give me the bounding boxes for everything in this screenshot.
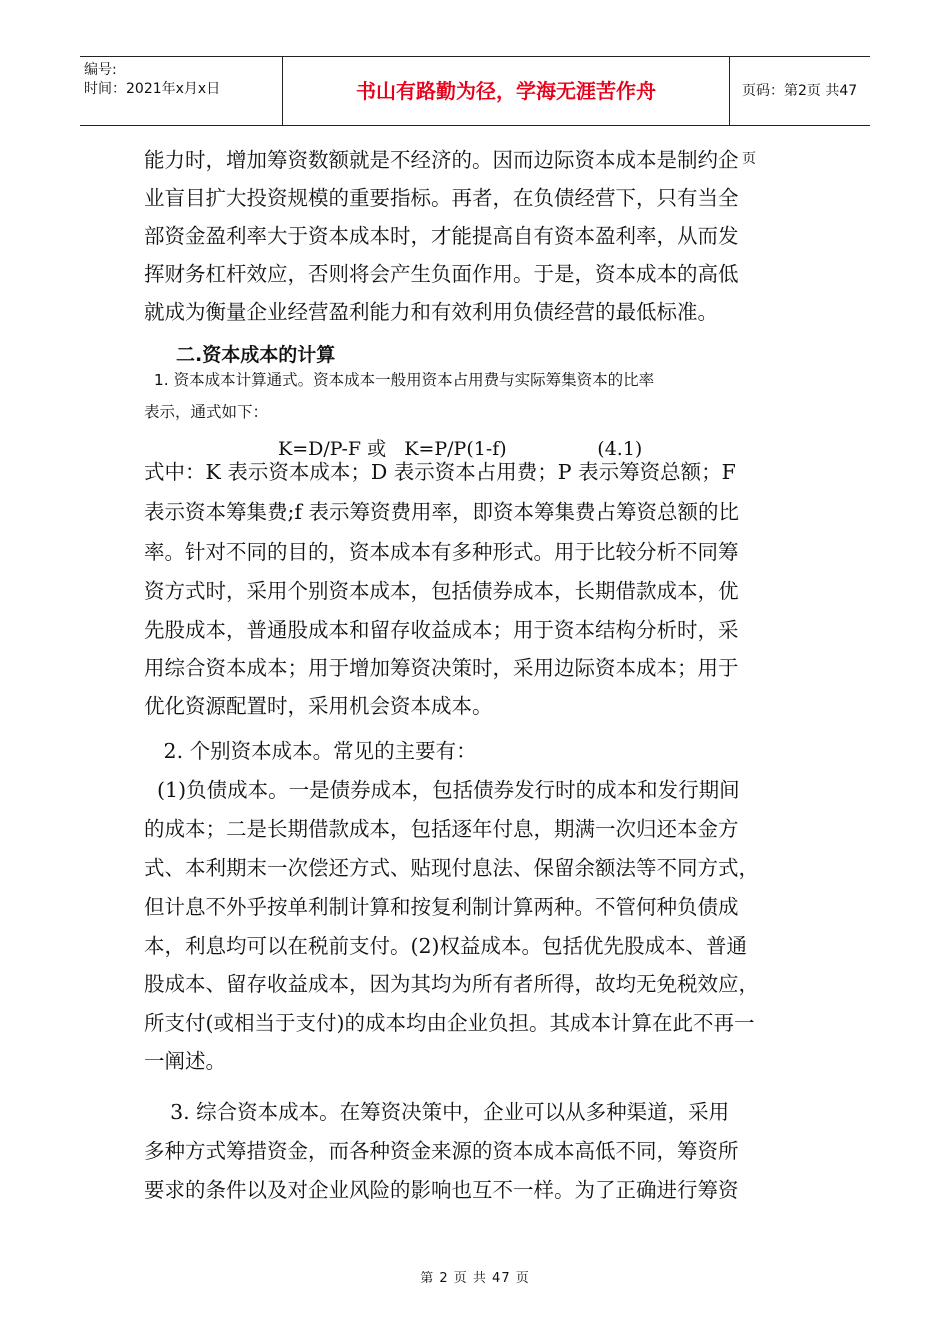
body-line: 用综合资本成本；用于增加筹资决策时，采用边际资本成本；用于 xyxy=(144,656,739,680)
body-line: 就成为衡量企业经营盈利能力和有效利用负债经营的最低标准。 xyxy=(144,300,718,324)
page-footer: 第 2 页 共 47 页 xyxy=(420,1271,530,1286)
calc-intro-line: 表示，通式如下： xyxy=(144,403,269,421)
body-line: 本，利息均可以在税前支付。(2)权益成本。包括优先股成本、普通 xyxy=(144,934,748,958)
body-line: 率。针对不同的目的，资本成本有多种形式。用于比较分析不同筹 xyxy=(144,540,739,564)
body-line: 2. 个别资本成本。常见的主要有： xyxy=(144,739,477,763)
body-line: 股成本、留存收益成本，因为其均为所有者所得，故均无免税效应， xyxy=(144,972,759,996)
body-line: 多种方式筹措资金，而各种资金来源的资本成本高低不同，筹资所 xyxy=(144,1139,739,1163)
body-line: 一阐述。 xyxy=(144,1049,226,1073)
document-number-label: 编号: xyxy=(84,62,117,78)
body-line: 式、本利期末一次偿还方式、贴现付息法、保留余额法等不同方式， xyxy=(144,856,759,880)
header-divider xyxy=(729,57,730,125)
body-line: 表示资本筹集费;f 表示筹资费用率，即资本筹集费占筹资总额的比 xyxy=(144,500,740,524)
body-line: 优化资源配置时，采用机会资本成本。 xyxy=(144,694,493,718)
header-meta xyxy=(84,61,220,99)
body-line: 挥财务杠杆效应，否则将会产生负面作用。于是，资本成本的高低 xyxy=(144,262,739,286)
header-page-info: 页码：第2页 共47页 xyxy=(742,83,858,167)
calc-intro-line: 1. 资本成本计算通式。资本成本一般用资本占用费与实际筹集资本的比率 xyxy=(144,371,655,389)
body-line: 资方式时，采用个别资本成本，包括债券成本，长期借款成本，优 xyxy=(144,579,739,603)
body-line: 部资金盈利率大于资本成本时，才能提高自有资本盈利率，从而发 xyxy=(144,224,739,248)
body-line: 式中：K 表示资本成本；D 表示资本占用费；P 表示筹资总额；F xyxy=(144,460,736,484)
header-motto: 书山有路勤为径，学海无涯苦作舟 xyxy=(356,79,656,103)
body-line: 业盲目扩大投资规模的重要指标。再者，在负债经营下，只有当全 xyxy=(144,186,739,210)
body-line: 所支付(或相当于支付)的成本均由企业负担。其成本计算在此不再一 xyxy=(144,1011,755,1035)
body-line: 但计息不外乎按单利制计算和按复利制计算两种。不管何种负债成 xyxy=(144,895,739,919)
body-line: 先股成本，普通股成本和留存收益成本；用于资本结构分析时，采 xyxy=(144,618,739,642)
body-line: (1)负债成本。一是债券成本，包括债券发行时的成本和发行期间 xyxy=(144,778,740,802)
formula: K=D/P-F 或 K=P/P(1-f) (4.1) xyxy=(278,438,643,460)
body-line: 3. 综合资本成本。在筹资决策中，企业可以从多种渠道，采用 xyxy=(144,1100,730,1124)
document-time-label: 时间：2021年x月x日 xyxy=(84,81,221,97)
body-line: 能力时，增加筹资数额就是不经济的。因而边际资本成本是制约企 xyxy=(144,148,739,172)
body-line: 的成本；二是长期借款成本，包括逐年付息，期满一次归还本金方 xyxy=(144,817,739,841)
body-line: 要求的条件以及对企业风险的影响也互不一样。为了正确进行筹资 xyxy=(144,1178,739,1202)
section-heading: 二.资本成本的计算 xyxy=(176,344,336,366)
